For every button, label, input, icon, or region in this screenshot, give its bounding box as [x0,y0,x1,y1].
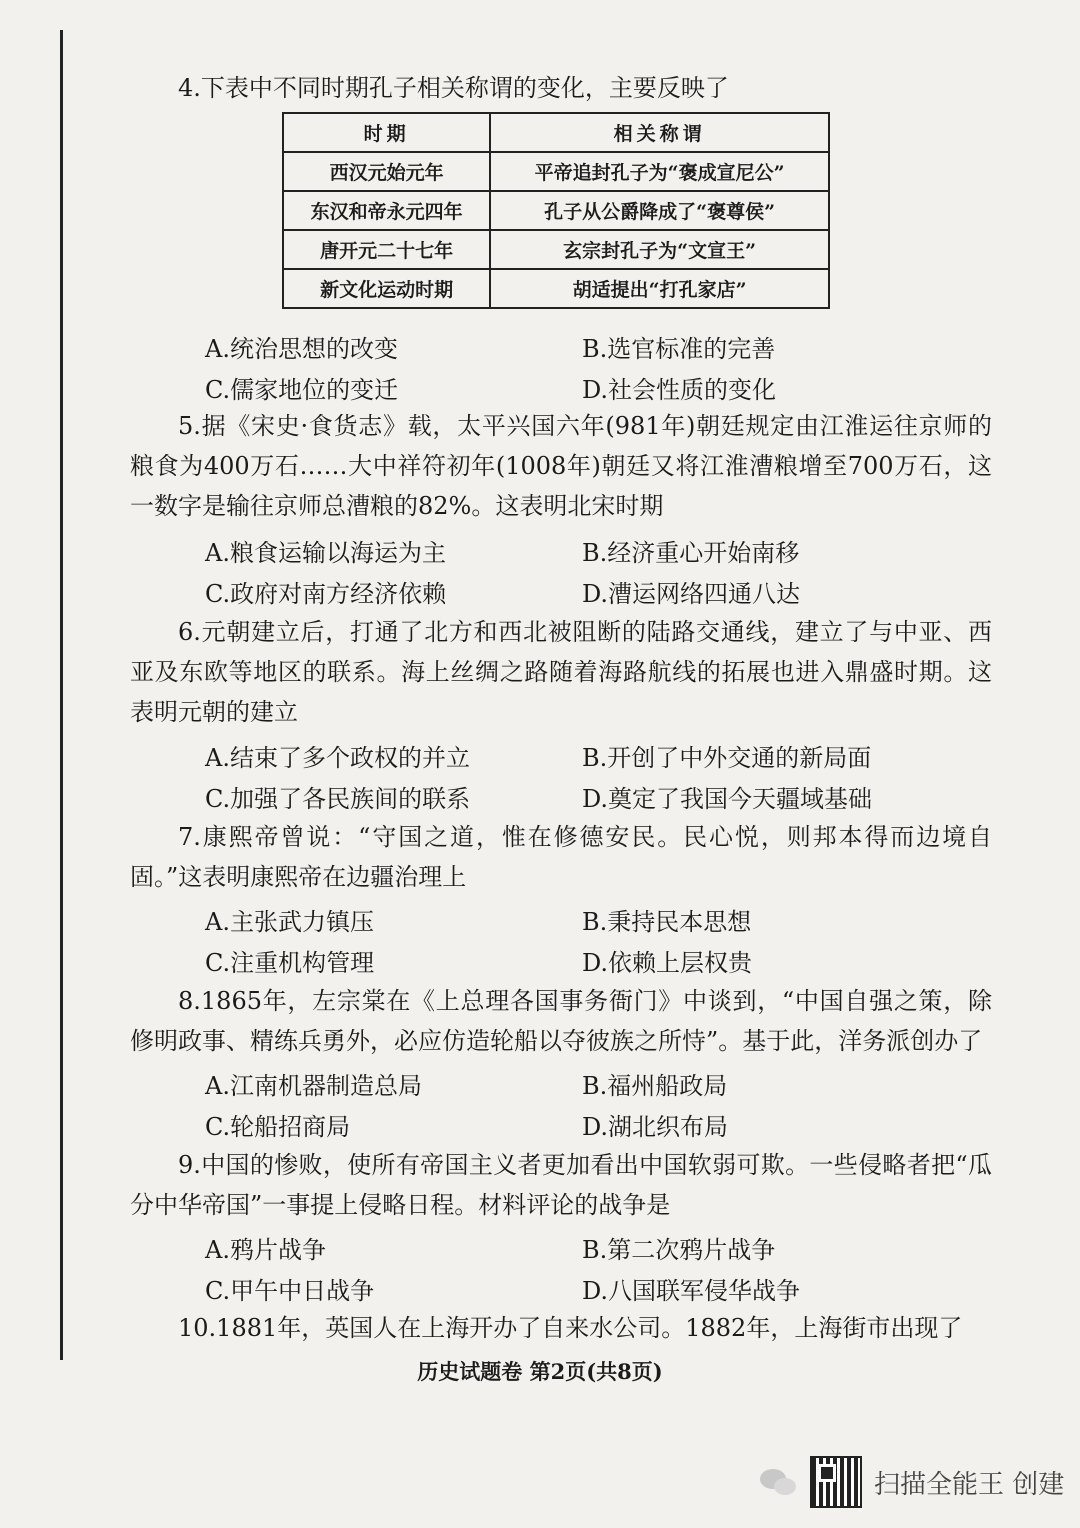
table-cell: 胡适提出“打孔家店” [490,269,829,308]
qr-code-icon [810,1456,862,1508]
option-a: A.统治思想的改变 [205,335,398,363]
option-d: D.八国联军侵华战争 [582,1277,801,1305]
table-cell: 东汉和帝永元四年 [283,191,490,230]
table-cell: 西汉元始元年 [283,152,490,191]
question-6-stem: 6.元朝建立后，打通了北方和西北被阻断的陆路交通线，建立了与中亚、西亚及东欧等地区的联系。海上丝绸之路随着海路航线的拓展也进入鼎盛时期。这表明元朝的建立 [130,618,992,726]
question-9-stem: 9.中国的惨败，使所有帝国主义者更加看出中国软弱可欺。一些侵略者把“瓜分中华帝国”一事提上侵略日程。材料评论的战争是 [130,1151,992,1219]
page-binding-edge [60,30,63,1360]
question-7-options [205,899,1005,981]
option-c: C.政府对南方经济依赖 [205,580,447,608]
option-b: B.第二次鸦片战争 [582,1236,776,1264]
wechat-icon [760,1465,800,1499]
option-a: A.粮食运输以海运为主 [205,539,446,567]
table-cell: 玄宗封孔子为“文宣王” [490,230,829,269]
title-table [282,112,830,309]
table-row [283,191,829,230]
option-d: D.依赖上层权贵 [582,949,753,977]
question-10-stem: 10.1881年，英国人在上海开办了自来水公司。1882年，上海街市出现了 [178,1314,963,1342]
option-b: B.选官标准的完善 [582,335,776,363]
question-9-options [205,1227,1005,1309]
option-d: D.社会性质的变化 [582,376,777,404]
option-b: B.福州船政局 [582,1072,728,1100]
option-d: D.奠定了我国今天疆域基础 [582,785,873,813]
question-6-options [205,735,1005,817]
table-header-row [283,113,829,152]
option-c: C.轮船招商局 [205,1113,351,1141]
page-footer: 历史试题卷 第2页(共8页) [417,1359,663,1384]
option-b: B.开创了中外交通的新局面 [582,744,872,772]
option-a: A.江南机器制造总局 [205,1072,422,1100]
option-a: A.主张武力镇压 [205,908,374,936]
table-cell: 唐开元二十七年 [283,230,490,269]
option-c: C.儒家地位的变迁 [205,376,399,404]
option-d: D.漕运网络四通八达 [582,580,801,608]
option-a: A.结束了多个政权的并立 [205,744,470,772]
option-c: C.加强了各民族间的联系 [205,785,471,813]
table-header-period: 时期 [283,113,490,152]
table-row [283,152,829,191]
table-cell: 平帝追封孔子为“褒成宣尼公” [490,152,829,191]
question-8-options [205,1063,1005,1145]
table-row [283,230,829,269]
table-cell: 孔子从公爵降成了“褒尊侯” [490,191,829,230]
table-cell: 新文化运动时期 [283,269,490,308]
question-8-stem: 8.1865年，左宗棠在《上总理各国事务衙门》中谈到，“中国自强之策，除修明政事、精练兵勇外，必应仿造轮船以夺彼族之所恃”。基于此，洋务派创办了 [130,987,992,1055]
table-header-title: 相关称谓 [490,113,829,152]
question-4-stem: 4.下表中不同时期孔子相关称谓的变化，主要反映了 [178,74,729,102]
option-c: C.甲午中日战争 [205,1277,375,1305]
watermark-text: 扫描全能王 创建 [874,1469,1065,1500]
question-5-stem: 5.据《宋史·食货志》载，太平兴国六年(981年)朝廷规定由江淮运往京师的粮食为400万石……大中祥符初年(1008年)朝廷又将江淮漕粮增至700万石，这一数字是输往京师总漕粮的82%。这表明北宋时期 [130,412,992,520]
question-7-stem: 7.康熙帝曾说：“守国之道，惟在修德安民。民心悦，则邦本得而边境自固。”这表明康熙帝在边疆治理上 [130,823,992,891]
question-5-options [205,530,1005,612]
option-b: B.秉持民本思想 [582,908,752,936]
option-d: D.湖北织布局 [582,1113,729,1141]
option-c: C.注重机构管理 [205,949,375,977]
table-row [283,269,829,308]
scanner-watermark [760,1456,1064,1508]
question-4-options [205,326,1005,408]
option-a: A.鸦片战争 [205,1236,326,1264]
option-b: B.经济重心开始南移 [582,539,800,567]
